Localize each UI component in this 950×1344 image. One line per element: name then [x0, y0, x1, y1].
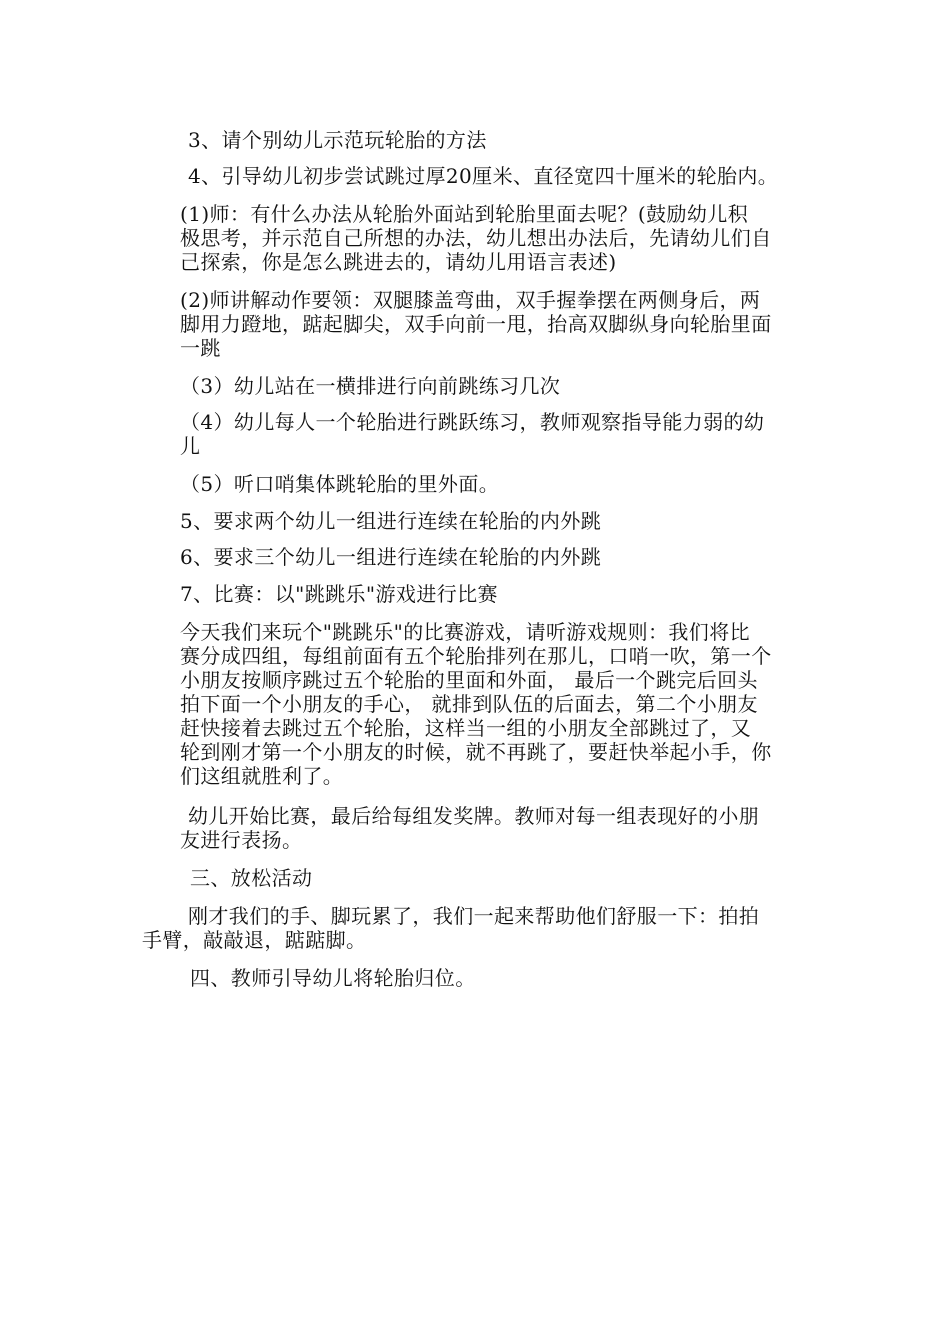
text-line: 拍下面一个小朋友的手心， 就排到队伍的后面去，第二个小朋友: [180, 692, 758, 716]
text-line: 四、教师引导幼儿将轮胎归位。: [190, 966, 476, 990]
text-line: 6、要求三个幼儿一组进行连续在轮胎的内外跳: [180, 545, 602, 569]
paragraph-sub-2: [180, 288, 772, 360]
text-line: (1)师：有什么办法从轮胎外面站到轮胎里面去呢？(鼓励幼儿积: [180, 202, 749, 226]
text-line: （4）幼儿每人一个轮胎进行跳跃练习，教师观察指导能力弱的幼: [180, 410, 765, 434]
paragraph-step-5: [180, 509, 601, 533]
text-line: 友进行表扬。: [180, 828, 303, 852]
text-line: 7、比赛：以"跳跳乐"游戏进行比赛: [180, 582, 498, 606]
text-line: 5、要求两个幼儿一组进行连续在轮胎的内外跳: [180, 509, 602, 533]
text-line: 3、请个别幼儿示范玩轮胎的方法: [188, 128, 487, 152]
paragraph-sub-1: [180, 202, 772, 274]
paragraph-step-3: [188, 128, 487, 152]
paragraph-sub-3: [180, 374, 560, 398]
text-line: 刚才我们的手、脚玩累了，我们一起来帮助他们舒服一下：拍拍: [188, 904, 760, 928]
paragraph-step-4: [188, 164, 778, 188]
text-line: 今天我们来玩个"跳跳乐"的比赛游戏，请听游戏规则：我们将比: [180, 620, 750, 644]
text-line: 三、放松活动: [190, 866, 313, 890]
paragraph-game-rules: [180, 620, 772, 788]
text-line: (2)师讲解动作要领：双腿膝盖弯曲，双手握拳摆在两侧身后，两: [180, 288, 761, 312]
section-heading-tidy: [190, 966, 476, 990]
paragraph-step-6: [180, 545, 601, 569]
text-line: 脚用力蹬地，踮起脚尖，双手向前一甩，抬高双脚纵身向轮胎里面: [180, 312, 772, 336]
text-line: 一跳: [180, 336, 221, 360]
text-line: 手臂，敲敲退，踮踮脚。: [142, 928, 367, 952]
text-line: （5）听口哨集体跳轮胎的里外面。: [180, 472, 500, 496]
text-line: 赛分成四组，每组前面有五个轮胎排列在那儿，口哨一吹，第一个: [180, 644, 772, 668]
text-line: 己探索，你是怎么跳进去的，请幼儿用语言表述): [180, 250, 617, 274]
text-line: 4、引导幼儿初步尝试跳过厚20厘米、直径宽四十厘米的轮胎内。: [188, 164, 779, 188]
text-line: （3）幼儿站在一横排进行向前跳练习几次: [180, 374, 561, 398]
text-line: 极思考，并示范自己所想的办法，幼儿想出办法后，先请幼儿们自: [180, 226, 772, 250]
paragraph-step-7: [180, 582, 498, 606]
text-line: 轮到刚才第一个小朋友的时候，就不再跳了，要赶快举起小手，你: [180, 740, 772, 764]
paragraph-sub-5: [180, 472, 499, 496]
text-line: 赶快接着去跳过五个轮胎，这样当一组的小朋友全部跳过了，又: [180, 716, 752, 740]
paragraph-sub-4: [180, 410, 764, 458]
paragraph-competition: [180, 804, 760, 852]
section-heading-relax: [190, 866, 312, 890]
text-line: 小朋友按顺序跳过五个轮胎的里面和外面， 最后一个跳完后回头: [180, 668, 758, 692]
text-line: 幼儿开始比赛，最后给每组发奖牌。教师对每一组表现好的小朋: [188, 804, 760, 828]
text-line: 们这组就胜利了。: [180, 764, 344, 788]
text-line: 儿: [180, 434, 201, 458]
paragraph-relax: [142, 904, 760, 952]
